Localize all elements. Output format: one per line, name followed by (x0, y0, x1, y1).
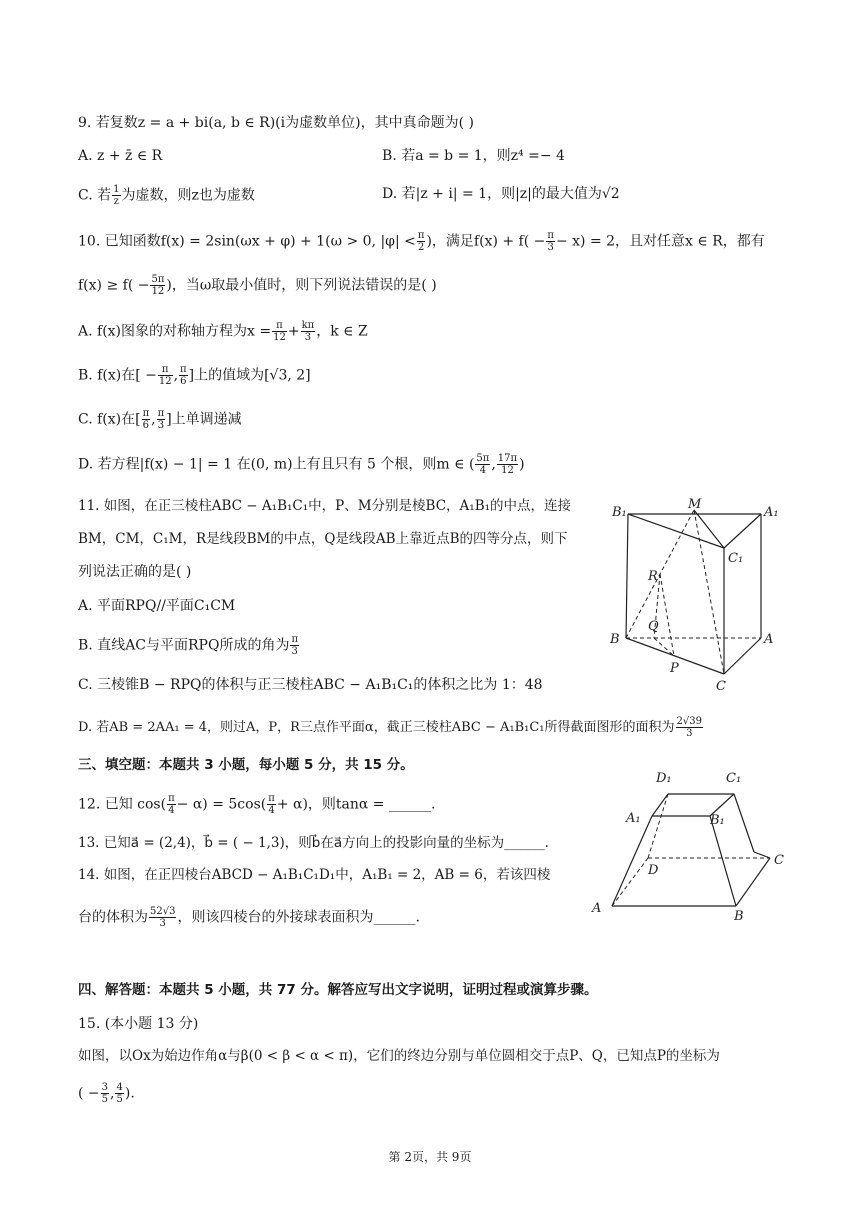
label-b: B (610, 632, 620, 647)
label-a1: A₁ (626, 811, 641, 826)
label-r: R (648, 569, 658, 584)
q9-stem: 9. 若复数z = a + bi(a, b ∈ R)(i为虚数单位)，其中真命题为( ) (78, 115, 474, 131)
section-4-heading: 四、解答题：本题共 5 小题，共 77 分。解答应写出文字说明，证明过程或演算步骤。 (78, 982, 598, 998)
q11-stem-line2: BM，CM，C₁M，R是线段BM的中点，Q是线段AB上靠近点B的四等分点，则下 (78, 531, 568, 547)
q14-line1: 14. 如图，在正四棱台ABCD − A₁B₁C₁D₁中，A₁B₁ = 2，AB = 6，若该四棱 (78, 867, 551, 883)
label-c: C (716, 679, 726, 694)
frustum-figure (590, 764, 796, 922)
label-b1: B₁ (612, 505, 627, 520)
label-a1: A₁ (764, 505, 779, 520)
q9-option-c: C. 若 $\frac{1}{z}$ 为虚数，则z也为虚数 (78, 184, 255, 207)
label-m: M (688, 497, 702, 512)
prism-figure (606, 496, 788, 696)
q9-option-b: B. 若a = b = 1，则z⁴ =− 4 (382, 148, 565, 164)
page-footer: 第 2页，共 9页 (388, 1150, 472, 1164)
q11-option-b: B. 直线AC与平面RPQ所成的角为 $\frac{\pi}{3}$ (78, 634, 299, 657)
q15-line2: ( − $\frac{3}{5}$ , $\frac{4}{5}$ ). (78, 1082, 135, 1105)
fraction: $\frac{1}{z}$ (113, 184, 120, 207)
q11-stem-line3: 列说法正确的是( ) (78, 564, 192, 580)
label-c: C (774, 853, 784, 868)
label-b: B (734, 909, 744, 922)
q15-title: 15. (本小题 13 分) (78, 1016, 199, 1032)
q11-option-d: D. 若AB = 2AA₁ = 4，则过A，P，R三点作平面α，截正三棱柱ABC − A₁B₁C₁所得截面图形的面积为 $\frac{2√39}{3}$ (78, 716, 702, 739)
section-3-heading: 三、填空题：本题共 3 小题，每小题 5 分，共 15 分。 (78, 757, 414, 773)
q15-line1: 如图，以Ox为始边作角α与β(0 < β < α < π)，它们的终边分别与单位圆相交于点P、Q，已知点P的坐标为 (78, 1048, 720, 1064)
q11-stem-line1: 11. 如图，在正三棱柱ABC − A₁B₁C₁中，P、M分别是棱BC，A₁B₁的中点，连接 (78, 498, 572, 514)
label-b1: B₁ (710, 813, 725, 828)
label-c1: C₁ (726, 771, 742, 786)
label-a: A (764, 632, 774, 647)
label-a: A (592, 901, 602, 916)
q10-option-c: C. f(x)在[ $\frac{\pi}{6}$ , $\frac{\pi}{3}$ ]上单调递减 (78, 408, 242, 431)
q11-option-a: A. 平面RPQ//平面C₁CM (78, 598, 236, 614)
q12: 12. 已知 cos( $\frac{\pi}{4}$ − α) = 5cos( $\frac{\pi}{4}$ + α)，则tanα = ______. (78, 793, 436, 816)
label-c1: C₁ (728, 551, 744, 566)
q9-option-d: D. 若|z + i| = 1，则|z|的最大值为√2 (382, 186, 620, 202)
q9-option-a: A. z + z̄ ∈ R (78, 148, 163, 164)
label-d: D (648, 863, 659, 878)
label-q: Q (648, 619, 659, 634)
q10-option-d: D. 若方程|f(x) − 1| = 1 在(0, m)上有且只有 5 个根，则m ∈ ( $\frac{5\pi}{4}$ , $\frac{17\pi}{12}$ ) (78, 453, 525, 476)
q14-line2: 台的体积为 $\frac{52√3}{3}$ ，则该四棱台的外接球表面积为______. (78, 906, 420, 929)
q10-option-b: B. f(x)在[ − $\frac{\pi}{12}$ , $\frac{\pi}{6}$ ]上的值域为[√3, 2] (78, 364, 311, 387)
label-p: P (670, 661, 679, 676)
q10-stem-line1: 10. 已知函数f(x) = 2sin(ωx + φ) + 1(ω > 0, |φ| < $\frac{\pi}{2}$ )，满足f(x) + f( − $\frac{\pi}{3}$ − x) = 2，且对任意x ∈ R，都有 (78, 230, 765, 253)
q10-option-a: A. f(x)图象的对称轴方程为x = $\frac{\pi}{12}$ + $\frac{k\pi}{3}$ ，k ∈ Z (78, 320, 368, 343)
label-d1: D₁ (656, 771, 672, 786)
q11-option-c: C. 三棱锥B − RPQ的体积与正三棱柱ABC − A₁B₁C₁的体积之比为 1：48 (78, 677, 543, 693)
q13: 13. 已知a⃗ = (2,4)，b⃗ = ( − 1,3)，则b⃗在a⃗方向上的投影向量的坐标为______. (78, 835, 549, 851)
q10-stem-line2: f(x) ≥ f( − $\frac{5\pi}{12}$ )，当ω取最小值时，则下列说法错误的是( ) (78, 274, 437, 297)
